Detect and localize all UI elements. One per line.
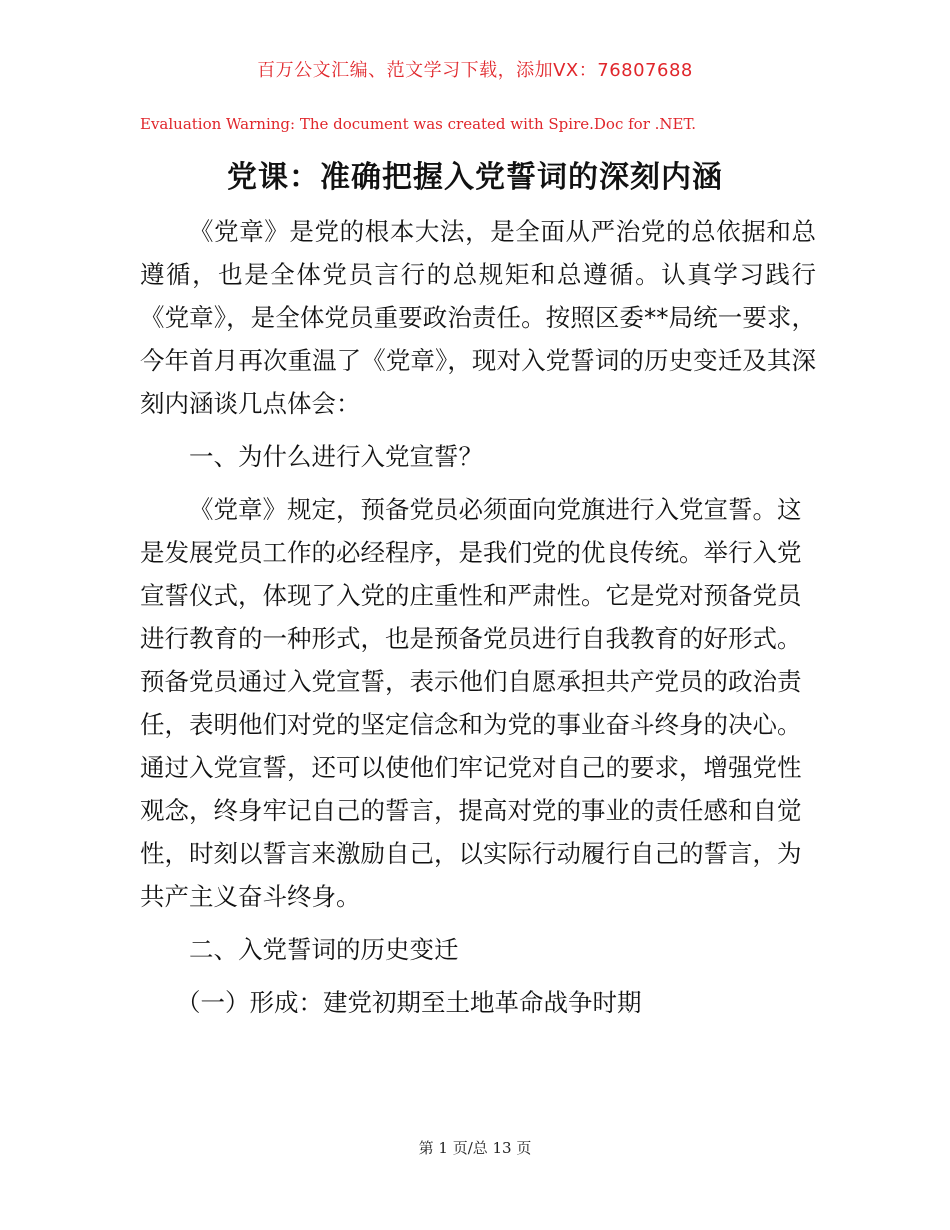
page-footer: 第 1 页/总 13 页 [418,1139,532,1157]
evaluation-warning: Evaluation Warning: The document was created with Spire.Doc for .NET. [140,115,697,133]
document-title: 党课：准确把握入党誓词的深刻内涵 [227,160,723,195]
section-heading-1: 一、为什么进行入党宣誓？ [189,442,483,471]
subsection-heading-1: （一）形成：建党初期至土地革命战争时期 [176,988,642,1017]
intro-paragraph: 《党章》是党的根本大法，是全面从严治党的总依据和总遵循，也是全体党员言行的总规矩和总遵循。认真学习践行《党章》，是全体党员重要政治责任。按照区委**局统一要求，今年首月再次重温了《党章》，现对入党誓词的历史变迁及其深刻内涵谈几点体会： [140,217,816,418]
section-1-paragraph: 《党章》规定，预备党员必须面向党旗进行入党宣誓。这是发展党员工作的必经程序，是我们党的优良传统。举行入党宣誓仪式，体现了入党的庄重性和严肃性。它是党对预备党员进行教育的一种形式，也是预备党员进行自我教育的好形式。预备党员通过入党宣誓，表示他们自愿承担共产党员的政治责任，表明他们对党的坚定信念和为党的事业奋斗终身的决心。通过入党宣誓，还可以使他们牢记党对自己的要求，增强党性观念，终身牢记自己的誓言，提高对党的事业的责任感和自觉性，时刻以誓言来激励自己，以实际行动履行自己的誓言，为共产主义奋斗终身。 [140,495,802,911]
document-body [140,210,816,1024]
section-heading-2: 二、入党誓词的历史变迁 [189,935,459,964]
header-banner: 百万公文汇编、范文学习下载，添加VX：76807688 [257,60,693,81]
